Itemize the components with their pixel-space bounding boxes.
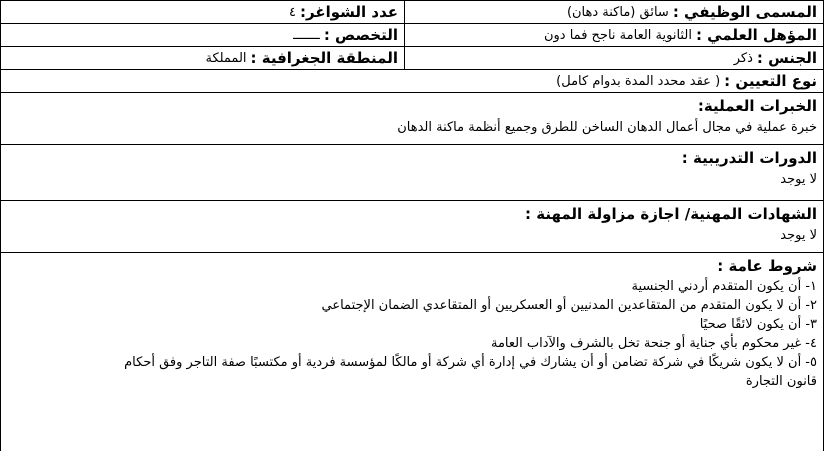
specialization-label: التخصص : [323,26,398,44]
region-label: المنطقة الجغرافية : [250,49,398,67]
region-cell [1,47,404,69]
experience-body: خبرة عملية في مجال أعمال الدهان الساخن للطرق وجميع أنظمة ماكنة الدهان [397,120,817,135]
courses-title: الدورات التدريبية : [681,149,817,167]
vacancies-label: عدد الشواغر: [300,3,398,21]
row-gender [1,47,823,70]
job-title-value: سائق (ماكنة دهان) [566,4,669,20]
gender-cell [404,47,823,69]
condition-item: ٤- غير محكوم بأي جناية أو جنحة تخل بالشرف والآداب العامة [491,336,817,351]
job-title-cell [404,1,823,23]
general-conditions-list [7,277,817,391]
condition-item: ١- أن يكون المتقدم أردني الجنسية [631,279,817,294]
condition-item: ٣- أن يكون لائقًا صحيًا [699,317,817,332]
specialization-value: ـــــــ [293,27,320,43]
specialization-cell [1,24,404,46]
appointment-type-label: نوع التعيين : [724,72,817,90]
condition-item: قانون التجارة [745,374,817,389]
vacancies-value: ٤ [289,4,296,20]
certificates-title: الشهادات المهنية/ اجازة مزاولة المهنة : [525,205,817,223]
qualification-value: الثانوية العامة ناجح فما دون [543,27,692,43]
gender-value: ذكر [733,50,753,66]
qualification-label: المؤهل العلمي : [695,26,817,44]
row-appointment-type [1,70,823,93]
experience-title: الخبرات العملية: [697,97,817,115]
appointment-type-cell [1,70,823,92]
general-conditions-section [1,253,823,393]
courses-section [1,145,823,201]
experience-section [1,93,823,145]
row-job-title [1,1,823,24]
row-qualification [1,24,823,47]
vacancies-cell [1,1,404,23]
qualification-cell [404,24,823,46]
certificates-body: لا يوجد [780,228,817,243]
certificates-section [1,201,823,253]
region-value: المملكة [205,50,247,66]
gender-label: الجنس : [756,49,817,67]
condition-item: ٢- أن لا يكون المتقدم من المتقاعدين المدنيين أو العسكريين أو المتقاعدي الضمان الإجتماعي [321,298,817,313]
condition-item: ٥- أن لا يكون شريكًا في شركة تضامن أو أن يشارك في إدارة أي شركة أو مالكًا لمؤسسة فردية أو مكتسبًا صفة التاجر وفق أحكام [124,355,817,370]
appointment-type-value: ( عقد محدد المدة بدوام كامل) [556,73,721,89]
job-title-label: المسمى الوظيفي : [672,3,817,21]
courses-body: لا يوجد [780,172,817,187]
general-conditions-title: شروط عامة : [717,257,817,275]
